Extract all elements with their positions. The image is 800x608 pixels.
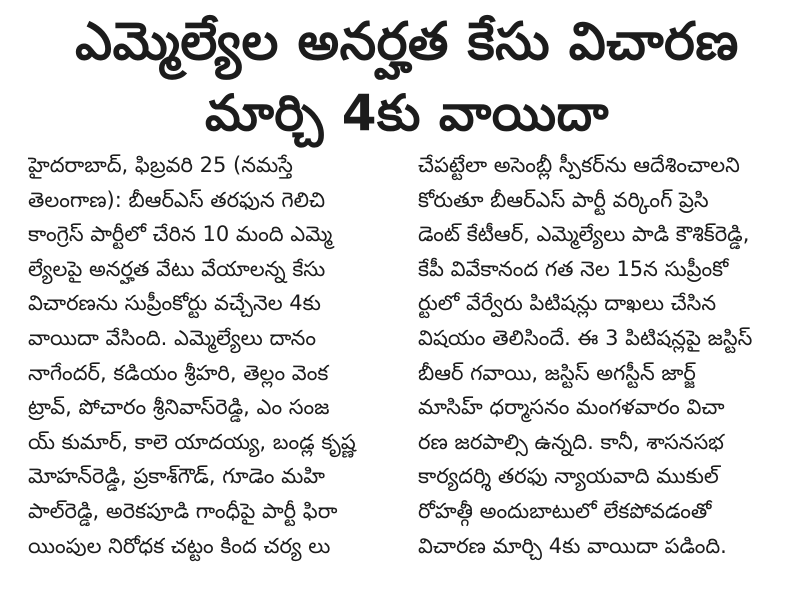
right-column bbox=[418, 148, 786, 563]
text-line: ల్యేలపై అనర్హత వేటు వేయాలన్న కేసు bbox=[28, 256, 326, 281]
text-line: తెలంగాణ): బీఆర్‌ఎస్ తరఫున గెలిచి bbox=[28, 187, 326, 212]
article-body bbox=[28, 148, 786, 563]
text-line: బీఆర్ గవాయి, జస్టిస్ అగస్టీన్ జార్జ్ bbox=[418, 360, 696, 385]
text-line: రోహత్గీ అందుబాటులో లేకపోవడంతో bbox=[418, 498, 712, 523]
headline-line-2: మార్చి 4కు వాయిదా bbox=[204, 84, 610, 142]
headline-line-1: ఎమ్మెల్యేల అనర్హత కేసు విచారణ bbox=[75, 12, 739, 72]
text-line: విషయం తెలిసిందే. ఈ 3 పిటిషన్లపై జస్టిస్ bbox=[418, 325, 753, 350]
text-line: కార్యదర్శి తరఫు న్యాయవాది ముకుల్ bbox=[418, 464, 719, 489]
left-column bbox=[28, 148, 396, 563]
text-line: హైదరాబాద్, ఫిబ్రవరి 25 (నమస్తే bbox=[28, 153, 293, 177]
text-line: మాసిహ్ ధర్మాసనం మంగళవారం విచా bbox=[418, 395, 725, 420]
text-line: విచారణను సుప్రీంకోర్టు వచ్చేనెల 4కు bbox=[28, 291, 321, 316]
text-line: కాంగ్రెస్ పార్టీలో చేరిన 10 మంది ఎమ్మె bbox=[28, 222, 333, 247]
text-line: నాగేందర్, కడియం శ్రీహరి, తెల్లం వెంక bbox=[28, 360, 329, 385]
text-line: డెంట్ కేటీఆర్, ఎమ్మెల్యేలు పాడి కౌశిక్‌రెడ్డి, bbox=[418, 222, 750, 247]
text-line: య్ కుమార్, కాలె యాదయ్య, బండ్ల కృష్ణ bbox=[28, 429, 356, 454]
text-line: కోరుతూ బీఆర్‌ఎస్ పార్టీ వర్కింగ్ ప్రెసి bbox=[418, 187, 709, 212]
text-line: రణ జరపాల్సి ఉన్నది. కానీ, శాసనసభ bbox=[418, 429, 724, 454]
text-line: వాయిదా వేసింది. ఎమ్మెల్యేలు దానం bbox=[28, 325, 317, 350]
text-line: యింపుల నిరోధక చట్టం కింద చర్య లు bbox=[28, 533, 331, 558]
text-line: చేపట్టేలా అసెంబ్లీ స్పీకర్‌ను ఆదేశించాలని bbox=[418, 153, 740, 177]
text-line: పాల్‌రెడ్డి, అరెకపూడి గాంధీపై పార్టీ ఫిరా bbox=[28, 498, 338, 523]
text-line: కేపీ వివేకానంద గత నెల 15న సుప్రీంకో bbox=[418, 256, 729, 281]
text-line: విచారణ మార్చి 4కు వాయిదా పడింది. bbox=[418, 533, 727, 558]
text-line: ట్రావ్, పోచారం శ్రీనివాస్‌రెడ్డి, ఎం సంజ bbox=[28, 395, 330, 420]
text-line: ర్టులో వేర్వేరు పిటిషన్లు దాఖలు చేసిన bbox=[418, 291, 717, 316]
text-line: మోహన్‌రెడ్డి, ప్రకాశ్‌గౌడ్, గూడెం మహి bbox=[28, 464, 325, 489]
